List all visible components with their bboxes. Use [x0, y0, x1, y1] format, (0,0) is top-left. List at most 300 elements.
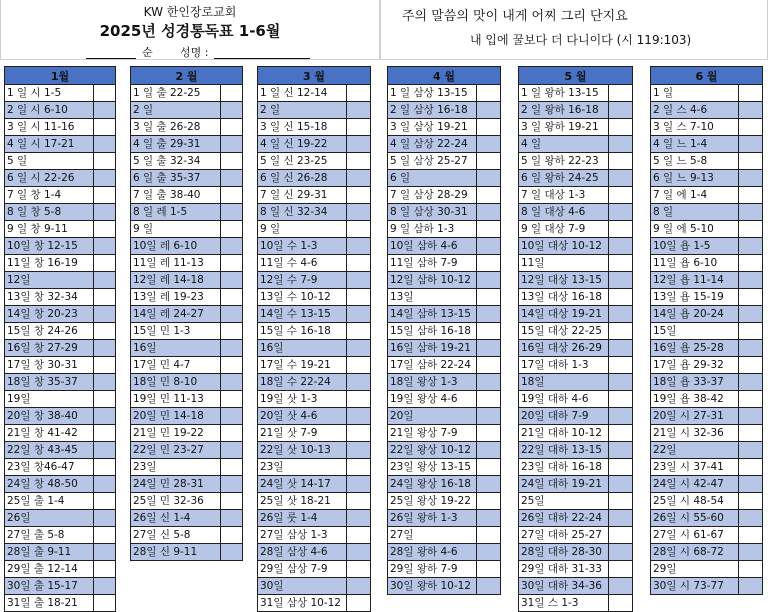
- check-box[interactable]: [221, 544, 243, 561]
- reading-entry: 13일 욥 15-19: [651, 289, 739, 306]
- check-box[interactable]: [347, 544, 371, 561]
- check-box[interactable]: [609, 170, 633, 187]
- reading-entry: 5 일 신 23-25: [258, 153, 347, 170]
- check-box[interactable]: [94, 170, 116, 187]
- check-box[interactable]: [94, 306, 116, 323]
- reading-row: [651, 340, 763, 357]
- reading-entry: 27일 대하 25-27: [519, 527, 609, 544]
- check-box[interactable]: [94, 238, 116, 255]
- check-box[interactable]: [739, 391, 763, 408]
- check-box[interactable]: [739, 102, 763, 119]
- name-underline[interactable]: [214, 58, 310, 59]
- check-box[interactable]: [347, 119, 371, 136]
- check-box[interactable]: [477, 391, 501, 408]
- check-box[interactable]: [609, 544, 633, 561]
- check-box[interactable]: [94, 408, 116, 425]
- reading-row: [131, 102, 243, 119]
- check-box[interactable]: [94, 425, 116, 442]
- check-box[interactable]: [94, 561, 116, 578]
- check-box[interactable]: [477, 306, 501, 323]
- reading-row: [258, 238, 371, 255]
- reading-row: [258, 221, 371, 238]
- reading-row: [519, 391, 633, 408]
- check-box[interactable]: [94, 459, 116, 476]
- check-box[interactable]: [94, 255, 116, 272]
- check-box[interactable]: [94, 272, 116, 289]
- check-box[interactable]: [221, 374, 243, 391]
- reading-row: [651, 102, 763, 119]
- check-box[interactable]: [347, 578, 371, 595]
- check-box[interactable]: [347, 374, 371, 391]
- check-box[interactable]: [477, 357, 501, 374]
- check-box[interactable]: [739, 561, 763, 578]
- reading-row: [5, 204, 116, 221]
- reading-entry: 27일 시 61-67: [651, 527, 739, 544]
- check-box[interactable]: [94, 527, 116, 544]
- check-box[interactable]: [94, 153, 116, 170]
- check-box[interactable]: [94, 544, 116, 561]
- month-table-5: [518, 66, 633, 612]
- reading-entry: 8 일 삼상 30-31: [388, 204, 477, 221]
- reading-row: [258, 561, 371, 578]
- check-box[interactable]: [609, 153, 633, 170]
- check-box[interactable]: [94, 323, 116, 340]
- reading-row: [388, 85, 501, 102]
- check-box[interactable]: [477, 323, 501, 340]
- check-box[interactable]: [221, 340, 243, 357]
- check-box[interactable]: [609, 289, 633, 306]
- check-box[interactable]: [94, 136, 116, 153]
- reading-row: [519, 85, 633, 102]
- reading-entry: 2 일 삼상 16-18: [388, 102, 477, 119]
- reading-entry: 15일 창 24-26: [5, 323, 94, 340]
- check-box[interactable]: [477, 289, 501, 306]
- reading-entry: 6 일 왕하 24-25: [519, 170, 609, 187]
- reading-entry: 10일 창 12-15: [5, 238, 94, 255]
- reading-entry: 8 일: [651, 204, 739, 221]
- check-box[interactable]: [477, 102, 501, 119]
- check-box[interactable]: [347, 510, 371, 527]
- reading-entry: 15일 민 1-3: [131, 323, 221, 340]
- check-box[interactable]: [477, 374, 501, 391]
- reading-row: [651, 408, 763, 425]
- check-box[interactable]: [221, 425, 243, 442]
- header: [0, 0, 768, 62]
- check-box[interactable]: [609, 374, 633, 391]
- reading-row: [131, 391, 243, 408]
- reading-entry: 8 일 레 1-5: [131, 204, 221, 221]
- check-box[interactable]: [347, 136, 371, 153]
- check-box[interactable]: [347, 595, 371, 612]
- check-box[interactable]: [739, 85, 763, 102]
- check-box[interactable]: [221, 119, 243, 136]
- reading-row: [258, 170, 371, 187]
- check-box[interactable]: [94, 476, 116, 493]
- check-box[interactable]: [221, 442, 243, 459]
- reading-entry: 5 일 왕하 22-23: [519, 153, 609, 170]
- check-box[interactable]: [94, 493, 116, 510]
- reading-entry: 11일 창 16-19: [5, 255, 94, 272]
- reading-entry: 3 일 출 26-28: [131, 119, 221, 136]
- reading-entry: 16일 욥 25-28: [651, 340, 739, 357]
- reading-row: [651, 238, 763, 255]
- reading-row: [388, 459, 501, 476]
- check-box[interactable]: [609, 357, 633, 374]
- check-box[interactable]: [477, 459, 501, 476]
- reading-entry: 26일 왕하 1-3: [388, 510, 477, 527]
- check-box[interactable]: [94, 102, 116, 119]
- check-box[interactable]: [477, 153, 501, 170]
- check-box[interactable]: [221, 85, 243, 102]
- reading-entry: 20일 대하 7-9: [519, 408, 609, 425]
- check-box[interactable]: [739, 442, 763, 459]
- check-box[interactable]: [221, 102, 243, 119]
- check-box[interactable]: [739, 374, 763, 391]
- check-box[interactable]: [347, 357, 371, 374]
- reading-entry: 23일: [258, 459, 347, 476]
- check-box[interactable]: [477, 272, 501, 289]
- check-box[interactable]: [609, 408, 633, 425]
- check-box[interactable]: [609, 527, 633, 544]
- check-box[interactable]: [94, 391, 116, 408]
- check-box[interactable]: [477, 238, 501, 255]
- reading-entry: 21일 삿 7-9: [258, 425, 347, 442]
- reading-entry: 11일 욥 6-10: [651, 255, 739, 272]
- reading-row: [519, 204, 633, 221]
- reading-row: [131, 255, 243, 272]
- check-box[interactable]: [347, 459, 371, 476]
- check-box[interactable]: [347, 187, 371, 204]
- check-box[interactable]: [609, 187, 633, 204]
- reading-entry: 29일 삼상 7-9: [258, 561, 347, 578]
- check-box[interactable]: [609, 238, 633, 255]
- check-box[interactable]: [609, 272, 633, 289]
- check-box[interactable]: [94, 374, 116, 391]
- reading-entry: 18일 민 8-10: [131, 374, 221, 391]
- reading-row: [5, 391, 116, 408]
- check-box[interactable]: [94, 442, 116, 459]
- church-name: KW 한인장로교회: [143, 5, 237, 19]
- check-box[interactable]: [477, 340, 501, 357]
- reading-entry: 11일: [519, 255, 609, 272]
- check-box[interactable]: [477, 204, 501, 221]
- check-box[interactable]: [94, 289, 116, 306]
- check-box[interactable]: [347, 476, 371, 493]
- check-box[interactable]: [94, 85, 116, 102]
- check-box[interactable]: [477, 493, 501, 510]
- reading-entry: 13일 대상 16-18: [519, 289, 609, 306]
- check-box[interactable]: [221, 255, 243, 272]
- check-box[interactable]: [609, 102, 633, 119]
- check-box[interactable]: [739, 578, 763, 595]
- check-box[interactable]: [94, 510, 116, 527]
- check-box[interactable]: [739, 527, 763, 544]
- check-box[interactable]: [477, 221, 501, 238]
- check-box[interactable]: [347, 323, 371, 340]
- reading-row: [5, 323, 116, 340]
- reading-entry: 4 일 시 17-21: [5, 136, 94, 153]
- check-box[interactable]: [739, 408, 763, 425]
- reading-row: [258, 425, 371, 442]
- check-box[interactable]: [739, 425, 763, 442]
- check-box[interactable]: [609, 425, 633, 442]
- check-box[interactable]: [477, 476, 501, 493]
- check-box[interactable]: [221, 459, 243, 476]
- check-box[interactable]: [221, 493, 243, 510]
- reading-row: [258, 187, 371, 204]
- check-box[interactable]: [739, 510, 763, 527]
- reading-row: [5, 442, 116, 459]
- check-box[interactable]: [221, 289, 243, 306]
- reading-row: [5, 187, 116, 204]
- check-box[interactable]: [609, 578, 633, 595]
- check-box[interactable]: [739, 306, 763, 323]
- check-box[interactable]: [347, 425, 371, 442]
- check-box[interactable]: [347, 170, 371, 187]
- check-box[interactable]: [739, 153, 763, 170]
- reading-row: [5, 544, 116, 561]
- check-box[interactable]: [347, 272, 371, 289]
- reading-entry: 23일 대하 16-18: [519, 459, 609, 476]
- check-box[interactable]: [739, 476, 763, 493]
- check-box[interactable]: [221, 272, 243, 289]
- check-box[interactable]: [221, 510, 243, 527]
- check-box[interactable]: [94, 204, 116, 221]
- check-box[interactable]: [221, 221, 243, 238]
- check-box[interactable]: [94, 578, 116, 595]
- reading-row: [131, 544, 243, 561]
- check-box[interactable]: [609, 459, 633, 476]
- reading-entry: 15일 대상 22-25: [519, 323, 609, 340]
- reading-entry: 24일 시 42-47: [651, 476, 739, 493]
- check-box[interactable]: [347, 255, 371, 272]
- reading-row: [131, 374, 243, 391]
- reading-row: [651, 323, 763, 340]
- reading-row: [388, 289, 501, 306]
- check-box[interactable]: [477, 119, 501, 136]
- check-box[interactable]: [94, 119, 116, 136]
- check-box[interactable]: [477, 425, 501, 442]
- reading-entry: 25일: [519, 493, 609, 510]
- reading-entry: 24일 민 28-31: [131, 476, 221, 493]
- check-box[interactable]: [477, 85, 501, 102]
- reading-entry: 9 일: [131, 221, 221, 238]
- check-box[interactable]: [94, 595, 116, 612]
- reading-row: [258, 306, 371, 323]
- reading-row: [131, 221, 243, 238]
- reading-entry: 14일 레 24-27: [131, 306, 221, 323]
- check-box[interactable]: [221, 476, 243, 493]
- check-box[interactable]: [739, 255, 763, 272]
- check-box[interactable]: [609, 221, 633, 238]
- check-box[interactable]: [609, 476, 633, 493]
- reading-row: [5, 272, 116, 289]
- check-box[interactable]: [609, 204, 633, 221]
- reading-entry: 20일 창 38-40: [5, 408, 94, 425]
- reading-row: [519, 306, 633, 323]
- check-box[interactable]: [739, 544, 763, 561]
- reading-entry: 29일 왕하 7-9: [388, 561, 477, 578]
- reading-entry: 3 일 시 11-16: [5, 119, 94, 136]
- check-box[interactable]: [477, 527, 501, 544]
- check-box[interactable]: [94, 187, 116, 204]
- check-box[interactable]: [739, 340, 763, 357]
- check-box[interactable]: [477, 136, 501, 153]
- check-box[interactable]: [739, 187, 763, 204]
- reading-entry: 10일 수 1-3: [258, 238, 347, 255]
- reading-entry: 28일 왕하 4-6: [388, 544, 477, 561]
- check-box[interactable]: [609, 85, 633, 102]
- reading-entry: 4 일 느 1-4: [651, 136, 739, 153]
- reading-row: [131, 476, 243, 493]
- check-box[interactable]: [739, 119, 763, 136]
- reading-row: [519, 187, 633, 204]
- check-box[interactable]: [221, 391, 243, 408]
- reading-row: [5, 493, 116, 510]
- reading-row: [651, 544, 763, 561]
- reading-row: [258, 595, 371, 612]
- reading-entry: 16일 대상 26-29: [519, 340, 609, 357]
- reading-row: [388, 153, 501, 170]
- check-box[interactable]: [221, 527, 243, 544]
- check-box[interactable]: [347, 289, 371, 306]
- reading-entry: 3 일 스 7-10: [651, 119, 739, 136]
- check-box[interactable]: [477, 578, 501, 595]
- reading-row: [519, 289, 633, 306]
- check-box[interactable]: [347, 561, 371, 578]
- check-box[interactable]: [739, 323, 763, 340]
- reading-row: [651, 272, 763, 289]
- check-box[interactable]: [739, 136, 763, 153]
- check-box[interactable]: [609, 323, 633, 340]
- reading-row: [519, 459, 633, 476]
- check-box[interactable]: [477, 442, 501, 459]
- check-box[interactable]: [347, 85, 371, 102]
- reading-entry: 17일 삼하 22-24: [388, 357, 477, 374]
- check-box[interactable]: [609, 595, 633, 612]
- reading-entry: 22일 대하 13-15: [519, 442, 609, 459]
- reading-row: [258, 442, 371, 459]
- check-box[interactable]: [609, 561, 633, 578]
- check-box[interactable]: [609, 136, 633, 153]
- check-box[interactable]: [609, 119, 633, 136]
- check-box[interactable]: [739, 221, 763, 238]
- reading-row: [131, 323, 243, 340]
- check-box[interactable]: [477, 561, 501, 578]
- check-box[interactable]: [609, 255, 633, 272]
- check-box[interactable]: [221, 408, 243, 425]
- reading-row: [519, 357, 633, 374]
- reading-entry: 2 일 왕하 16-18: [519, 102, 609, 119]
- reading-entry: 29일: [651, 561, 739, 578]
- check-box[interactable]: [477, 170, 501, 187]
- reading-entry: 30일 왕하 10-12: [388, 578, 477, 595]
- reading-entry: 24일 왕상 16-18: [388, 476, 477, 493]
- check-box[interactable]: [739, 289, 763, 306]
- check-box[interactable]: [609, 391, 633, 408]
- reading-row: [258, 119, 371, 136]
- check-box[interactable]: [347, 391, 371, 408]
- reading-row: [258, 85, 371, 102]
- reading-entry: 27일 신 5-8: [131, 527, 221, 544]
- check-box[interactable]: [221, 306, 243, 323]
- check-box[interactable]: [739, 357, 763, 374]
- reading-row: [519, 153, 633, 170]
- check-box[interactable]: [477, 187, 501, 204]
- check-box[interactable]: [221, 170, 243, 187]
- check-box[interactable]: [477, 510, 501, 527]
- check-box[interactable]: [221, 136, 243, 153]
- check-box[interactable]: [347, 221, 371, 238]
- check-box[interactable]: [221, 238, 243, 255]
- check-box[interactable]: [609, 306, 633, 323]
- check-box[interactable]: [739, 272, 763, 289]
- reading-entry: 29일 출 12-14: [5, 561, 94, 578]
- reading-entry: 21일 민 19-22: [131, 425, 221, 442]
- reading-entry: 23일 시 37-41: [651, 459, 739, 476]
- reading-entry: 7 일 창 1-4: [5, 187, 94, 204]
- reading-entry: 26일 대하 22-24: [519, 510, 609, 527]
- reading-entry: 5 일 느 5-8: [651, 153, 739, 170]
- reading-entry: 27일: [388, 527, 477, 544]
- check-box[interactable]: [739, 170, 763, 187]
- reading-row: [651, 255, 763, 272]
- reading-entry: 19일 삿 1-3: [258, 391, 347, 408]
- check-box[interactable]: [477, 408, 501, 425]
- check-box[interactable]: [347, 493, 371, 510]
- check-box[interactable]: [221, 153, 243, 170]
- reading-entry: 28일 삼상 4-6: [258, 544, 347, 561]
- reading-row: [651, 425, 763, 442]
- check-box[interactable]: [347, 306, 371, 323]
- reading-row: [258, 510, 371, 527]
- check-box[interactable]: [347, 153, 371, 170]
- check-box[interactable]: [347, 527, 371, 544]
- check-box[interactable]: [221, 357, 243, 374]
- check-box[interactable]: [477, 544, 501, 561]
- check-box[interactable]: [221, 204, 243, 221]
- check-box[interactable]: [609, 493, 633, 510]
- page-title: 2025년 성경통독표 1-6월: [99, 22, 281, 40]
- check-box[interactable]: [347, 340, 371, 357]
- check-box[interactable]: [739, 459, 763, 476]
- check-box[interactable]: [347, 102, 371, 119]
- check-box[interactable]: [94, 340, 116, 357]
- reading-row: [131, 510, 243, 527]
- check-box[interactable]: [739, 238, 763, 255]
- check-box[interactable]: [94, 221, 116, 238]
- check-box[interactable]: [94, 357, 116, 374]
- check-box[interactable]: [609, 442, 633, 459]
- check-box[interactable]: [347, 238, 371, 255]
- check-box[interactable]: [347, 204, 371, 221]
- reading-entry: 14일 삼하 13-15: [388, 306, 477, 323]
- check-box[interactable]: [739, 493, 763, 510]
- reading-row: [519, 340, 633, 357]
- check-box[interactable]: [477, 255, 501, 272]
- check-box[interactable]: [347, 442, 371, 459]
- reading-row: [5, 136, 116, 153]
- check-box[interactable]: [609, 340, 633, 357]
- check-box[interactable]: [221, 323, 243, 340]
- reading-row: [651, 85, 763, 102]
- check-box[interactable]: [347, 408, 371, 425]
- reading-row: [5, 459, 116, 476]
- check-box[interactable]: [609, 510, 633, 527]
- check-box[interactable]: [221, 187, 243, 204]
- reading-row: [388, 544, 501, 561]
- check-box[interactable]: [739, 204, 763, 221]
